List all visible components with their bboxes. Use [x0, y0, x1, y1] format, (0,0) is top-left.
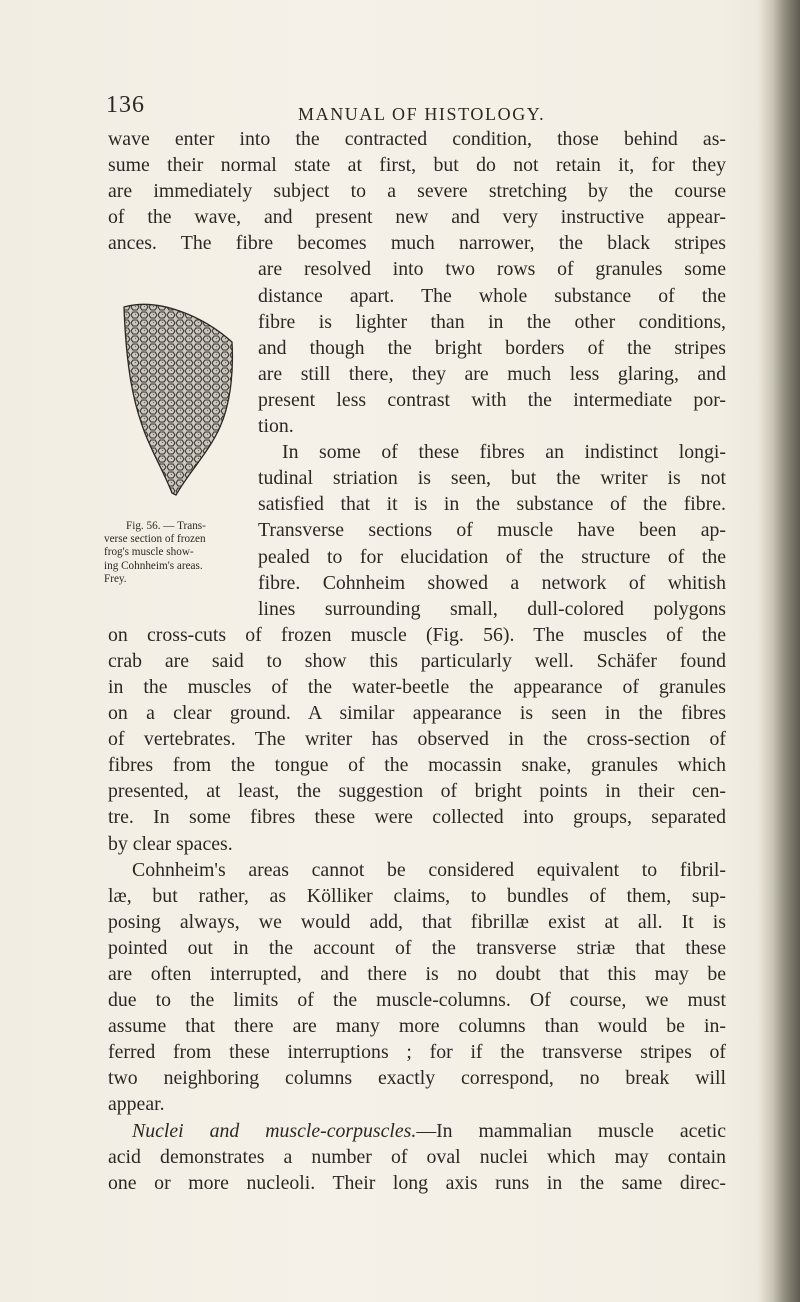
text-line: two neighboring columns exactly correspond, no break will — [108, 1067, 726, 1090]
text-line: pointed out in the account of the transverse striæ that these — [108, 936, 726, 959]
paragraph — [108, 857, 726, 1118]
text-line: ferred from these interruptions ; for if the transverse stripes of — [108, 1041, 726, 1064]
text-line: on cross-cuts of frozen muscle (Fig. 56). The muscles of the — [108, 623, 726, 646]
text-line: one or more nucleoli. Their long axis runs in the same direc- — [108, 1171, 726, 1194]
text-line: are still there, they are much less glaring, and — [258, 362, 726, 385]
figure-caption-line: Fig. 56. — Trans- — [126, 520, 206, 532]
text-line: of the wave, and present new and very instructive appear- — [108, 206, 726, 229]
figure-caption-line: Frey. — [104, 572, 127, 585]
text-line: distance apart. The whole substance of the — [258, 284, 726, 307]
text-line: posing always, we would add, that fibrillæ exist at all. It is — [108, 910, 726, 933]
text-line: acid demonstrates a number of oval nuclei which may contain — [108, 1145, 726, 1168]
wrapped-text-block — [258, 439, 726, 622]
text-line: by clear spaces. — [108, 832, 233, 855]
text-line: pealed to for elucidation of the structure of the — [258, 545, 726, 568]
text-line: satisfied that it is in the substance of the fibre. — [258, 493, 726, 516]
text-line: fibre. Cohnheim showed a network of whitish — [258, 571, 726, 594]
paragraph — [108, 439, 726, 857]
text-line: Transverse sections of muscle have been ap- — [258, 519, 726, 542]
paragraph — [108, 126, 726, 439]
text-line: assume that there are many more columns than would be in- — [108, 1015, 726, 1038]
text-line: crab are said to show this particularly well. Schäfer found — [108, 649, 726, 672]
text-line: are resolved into two rows of granules some — [258, 258, 726, 281]
text-line: are immediately subject to a severe stretching by the course — [108, 180, 726, 203]
text-line: present less contrast with the intermediate por- — [258, 388, 726, 411]
text-line: in the muscles of the water-beetle the appearance of granules — [108, 675, 726, 698]
text-line: In some of these fibres an indistinct longi- — [282, 441, 726, 464]
text-line: tre. In some fibres these were collected into groups, separated — [108, 806, 726, 829]
text-line: ances. The fibre becomes much narrower, the black stripes — [108, 232, 726, 255]
text-line — [108, 1118, 726, 1144]
running-head: MANUAL OF HISTOLOGY. — [298, 104, 546, 124]
text-line: appear. — [108, 1093, 165, 1116]
text-run: —In mammalian muscle acetic — [416, 1119, 726, 1142]
text-line: fibre is lighter than in the other conditions, — [258, 310, 726, 333]
text-line: and though the bright borders of the stripes — [258, 336, 726, 359]
page-number: 136 — [106, 92, 145, 118]
figure-caption-line: frog's muscle show- — [104, 546, 194, 559]
page-edge-shadow — [758, 0, 800, 1302]
body-text — [108, 126, 726, 1196]
text-line: of vertebrates. The writer has observed in the cross-section of — [108, 728, 726, 751]
figure-caption-line: verse section of frozen — [104, 533, 206, 546]
text-line: lines surrounding small, dull-colored polygons — [258, 597, 726, 620]
text-line: Cohnheim's areas cannot be considered equivalent to fibril- — [132, 858, 726, 881]
text-line: presented, at least, the suggestion of bright points in their cen- — [108, 780, 726, 803]
text-line: on a clear ground. A similar appearance is seen in the fibres — [108, 702, 726, 725]
text-line: are often interrupted, and there is no doubt that this may be — [108, 963, 726, 985]
wrapped-text-block — [258, 256, 726, 439]
text-line: fibres from the tongue of the mocassin snake, granules which — [108, 754, 726, 777]
paragraph — [108, 1118, 726, 1196]
text-line: tudinal striation is seen, but the writer is not — [258, 467, 726, 490]
text-line: tion. — [258, 415, 294, 438]
text-line: sume their normal state at first, but do not retain it, for they — [108, 154, 726, 177]
text-line: due to the limits of the muscle-columns. Of course, we must — [108, 989, 726, 1012]
figure-caption-line: ing Cohnheim's areas. — [104, 559, 203, 572]
section-heading: Nuclei and muscle-corpuscles. — [132, 1119, 417, 1142]
text-line: læ, but rather, as Kölliker claims, to bundles of them, sup- — [108, 884, 726, 907]
text-line: wave enter into the contracted condition, those behind as- — [108, 128, 726, 150]
